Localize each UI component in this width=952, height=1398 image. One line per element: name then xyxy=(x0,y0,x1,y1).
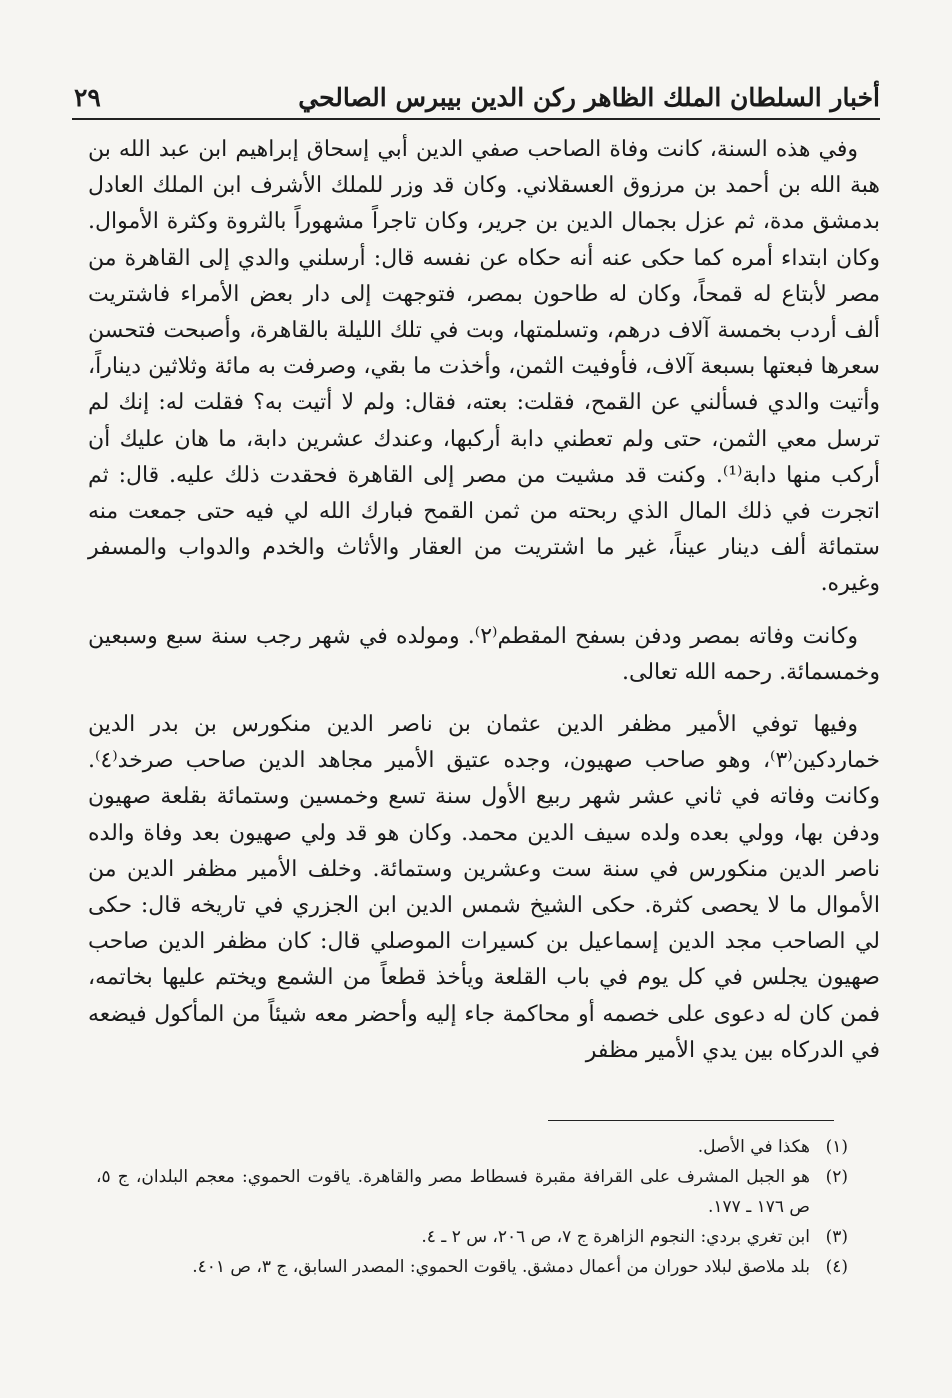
running-title: أخبار السلطان الملك الظاهر ركن الدين بيبرس الصالحي xyxy=(298,83,880,112)
main-text xyxy=(88,132,880,1069)
footnote-number: (٢) xyxy=(825,1167,848,1187)
footnote-number: (١) xyxy=(825,1137,848,1157)
footnote xyxy=(96,1252,848,1282)
footnote-number: (٤) xyxy=(825,1257,848,1277)
footnote-text: بلد ملاصق لبلاد حوران من أعمال دمشق. ياقوت الحموي: المصدر السابق، ج ٣، ص ٤٠١. xyxy=(192,1257,810,1277)
footnote xyxy=(96,1222,848,1252)
paragraph: وفيها توفي الأمير مظفر الدين عثمان بن ناصر الدين منكورس بن بدر الدين خماردكين⁽٣⁾، وهو صاحب صهيون، وجده عتيق الأمير مجاهد الدين صاحب صرخد⁽٤⁾. وكانت وفاته في ثاني عشر شهر ربيع الأول سنة تسع وخمسين وستمائة بقلعة صهيون ودفن بها، وولي بعده ولده سيف الدين محمد. وكان هو قد ولي صهيون بعد وفاة والده ناصر الدين منكورس في سنة ست وعشرين وستمائة. وخلف الأمير مظفر الدين من الأموال ما لا يحصى كثرة. حكى الشيخ شمس الدين ابن الجزري في تاريخه قال: حكى لي الصاحب مجد الدين إسماعيل بن كسيرات الموصلي قال: كان مظفر الدين صاحب صهيون يجلس في كل يوم في باب القلعة ويأخذ قطعاً من الشمع ويختم عليها بخاتمه، فمن كان له دعوى على خصمه أو محاكمة جاء إليه وأحضر معه شيئاً من المأكول فيضعه في الدركاه بين يدي الأمير مظفر xyxy=(88,712,880,1063)
running-header xyxy=(72,78,880,120)
paragraph: وكانت وفاته بمصر ودفن بسفح المقطم⁽٢⁾. ومولده في شهر رجب سنة سبع وسبعين وخمسمائة. رحمه الله تعالى. xyxy=(88,623,880,685)
footnote xyxy=(96,1162,848,1222)
page-number: ٢٩ xyxy=(74,83,101,112)
footnote-text: هكذا في الأصل. xyxy=(697,1137,810,1157)
footnote-text: هو الجبل المشرف على القرافة مقبرة فسطاط مصر والقاهرة. ياقوت الحموي: معجم البلدان، ج ٥، ص ١٧٦ ـ ١٧٧. xyxy=(96,1167,810,1217)
footnote xyxy=(96,1132,848,1162)
footnote-text: ابن تغري بردي: النجوم الزاهرة ج ٧، ص ٢٠٦، س ٢ ـ ٤. xyxy=(421,1227,810,1247)
paragraph: وفي هذه السنة، كانت وفاة الصاحب صفي الدين أبي إسحاق إبراهيم ابن عبد الله بن هبة الله بن أحمد بن مرزوق العسقلاني. وكان قد وزر للملك الأشرف ابن الملك العادل بدمشق مدة، ثم عزل بجمال الدين بن جرير، وكان تاجراً مشهوراً بالثروة وكثرة الأموال. وكان ابتداء أمره كما حكى عنه أنه حكاه عن نفسه قال: أرسلني والدي إلى القاهرة من مصر لأبتاع له قمحاً، وكان له طاحون بمصر، فتوجهت إلى دار بعض الأمراء فاشتريت ألف أردب بخمسة آلاف درهم، وتسلمتها، وبت في تلك الليلة بالقاهرة، وأصبحت فتحسن سعرها فبعتها بسبعة آلاف، فأوفيت الثمن، وأخذت ما بقي، وصرفت به مائة وثلاثين ديناراً، وأتيت والدي فسألني عن القمح، فقلت: بعته، فقال: ولم لا أتيت به؟ فقلت له: إنك لم ترسل معي الثمن، حتى ولم تعطني دابة أركبها، وعندك عشرين دابة، ما هان عليك أن أركب منها دابة⁽¹⁾. وكنت قد مشيت من مصر إلى القاهرة فحقدت ذلك عليه. قال: ثم اتجرت في ذلك المال الذي ربحته من ثمن القمح فبارك الله لي فيه حتى جمعت منه ستمائة ألف دينار عيناً، غير ما اشتريت من العقار والأثاث والخدم والدواب والمسفر وغيره. xyxy=(88,137,880,597)
footnote-number: (٣) xyxy=(825,1227,848,1247)
footnote-separator xyxy=(548,1120,834,1121)
footnotes xyxy=(96,1132,848,1282)
